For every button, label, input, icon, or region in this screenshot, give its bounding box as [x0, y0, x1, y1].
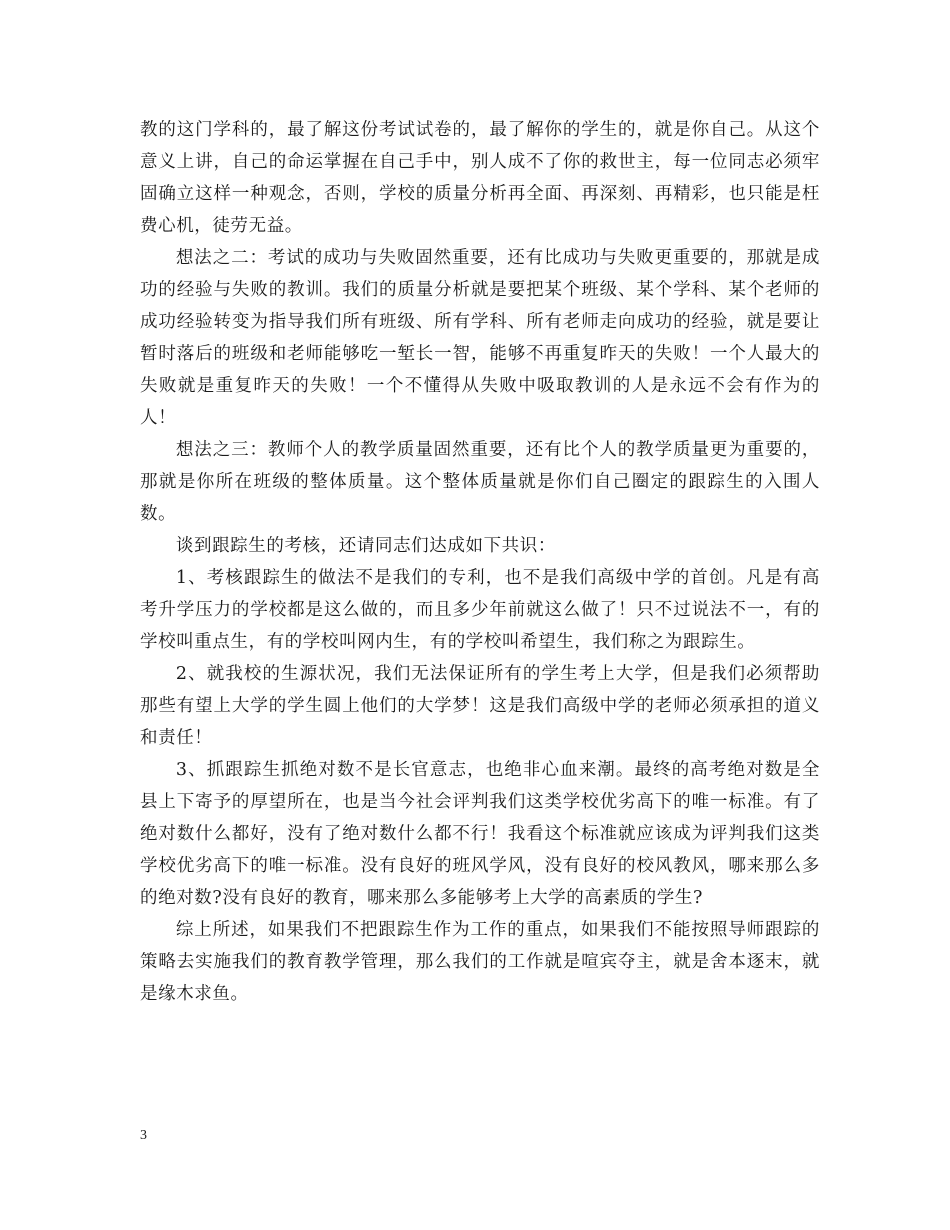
document-body	[140, 114, 820, 1010]
paragraph: 想法之三：教师个人的教学质量固然重要，还有比个人的教学质量更为重要的，那就是你所在班级的整体质量。这个整体质量就是你们自己圈定的跟踪生的入围人数。	[140, 440, 820, 524]
paragraph: 1、考核跟踪生的做法不是我们的专利，也不是我们高级中学的首创。凡是有高考升学压力的学校都是这么做的，而且多少年前就这么做了！只不过说法不一，有的学校叫重点生，有的学校叫网内生，有的学校叫希望生，我们称之为跟踪生。	[140, 568, 820, 652]
paragraph: 3、抓跟踪生抓绝对数不是长官意志，也绝非心血来潮。最终的高考绝对数是全县上下寄予的厚望所在，也是当今社会评判我们这类学校优劣高下的唯一标准。有了绝对数什么都好，没有了绝对数什么都不行！我看这个标准就应该成为评判我们这类学校优劣高下的唯一标准。没有良好的班风学风，没有良好的校风教风，哪来那么多的绝对数?没有良好的教育，哪来那么多能够考上大学的高素质的学生?	[140, 760, 820, 908]
paragraph: 想法之二：考试的成功与失败固然重要，还有比成功与失败更重要的，那就是成功的经验与失败的教训。我们的质量分析就是要把某个班级、某个学科、某个老师的成功经验转变为指导我们所有班级、所有学科、所有老师走向成功的经验，就是要让暂时落后的班级和老师能够吃一堑长一智，能够不再重复昨天的失败！一个人最大的失败就是重复昨天的失败！一个不懂得从失败中吸取教训的人是永远不会有作为的人！	[140, 248, 820, 428]
paragraph: 2、就我校的生源状况，我们无法保证所有的学生考上大学，但是我们必须帮助那些有望上大学的学生圆上他们的大学梦！这是我们高级中学的老师必须承担的道义和责任！	[140, 664, 820, 748]
paragraph: 教的这门学科的，最了解这份考试试卷的，最了解你的学生的，就是你自己。从这个意义上讲，自己的命运掌握在自己手中，别人成不了你的救世主，每一位同志必须牢固确立这样一种观念，否则，学校的质量分析再全面、再深刻、再精彩，也只能是枉费心机，徒劳无益。	[140, 120, 820, 236]
paragraph: 谈到跟踪生的考核，还请同志们达成如下共识：	[175, 536, 556, 556]
paragraph: 综上所述，如果我们不把跟踪生作为工作的重点，如果我们不能按照导师跟踪的策略去实施我们的教育教学管理，那么我们的工作就是喧宾夺主，就是舍本逐末，就是缘木求鱼。	[140, 920, 820, 1004]
page-number: 3	[140, 1128, 147, 1143]
